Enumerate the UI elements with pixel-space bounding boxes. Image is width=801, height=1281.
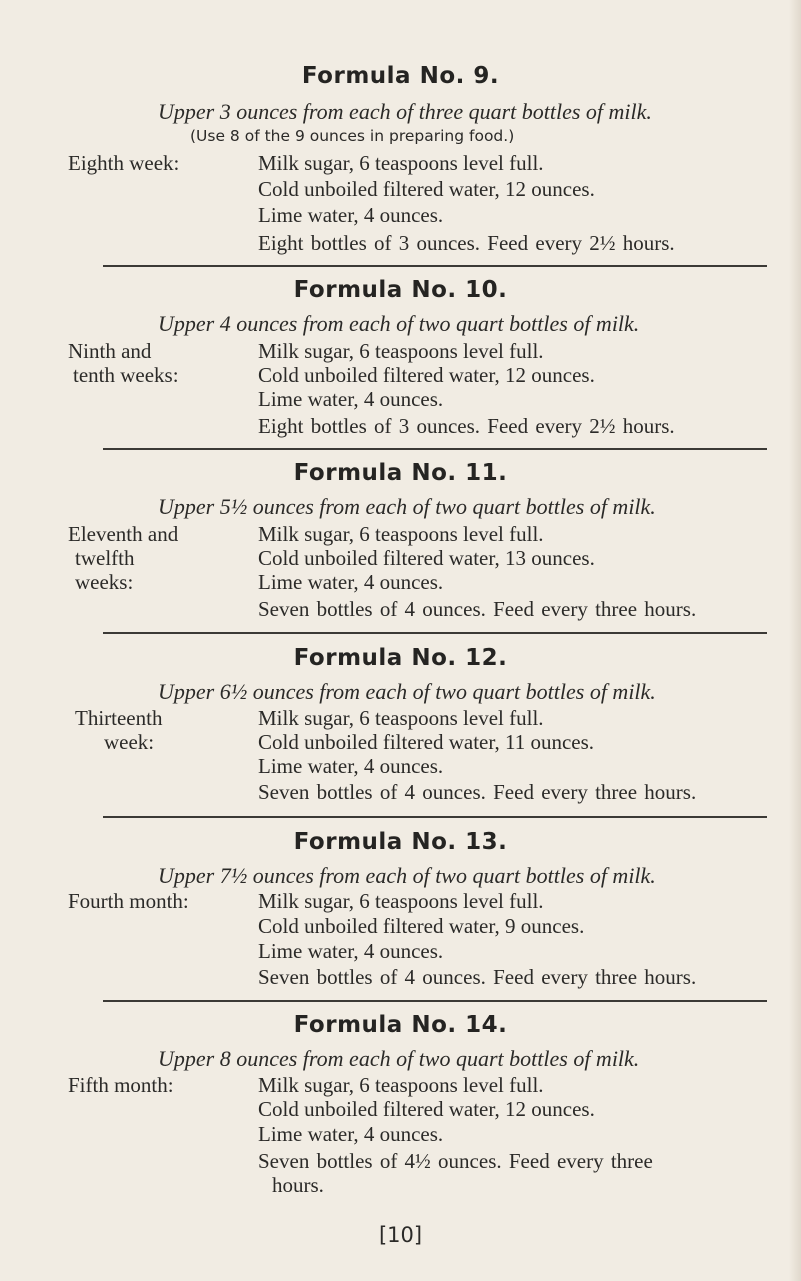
- page-number: [10]: [378, 1223, 423, 1247]
- formula-title: Formula No. 14.: [293, 1012, 508, 1038]
- feeding-instruction: Eight bottles of 3 ounces. Feed every 2½ hours.: [258, 231, 675, 255]
- section-divider: [103, 816, 767, 818]
- ingredient-line: Cold unboiled filtered water, 11 ounces.: [258, 730, 595, 754]
- section-divider: [103, 632, 767, 634]
- age-label: weeks:: [75, 570, 134, 594]
- ingredient-line: Cold unboiled filtered water, 12 ounces.: [258, 1097, 595, 1121]
- ingredient-line: Lime water, 4 ounces.: [258, 387, 444, 411]
- formula-title: Formula No. 9.: [301, 63, 500, 89]
- ingredient-line: Cold unboiled filtered water, 9 ounces.: [258, 914, 585, 938]
- age-label: Ninth and: [68, 339, 152, 363]
- formula-title: Formula No. 12.: [293, 645, 508, 671]
- ingredient-line: Lime water, 4 ounces.: [258, 570, 444, 594]
- formula-subtitle: Upper 5½ ounces from each of two quart bottles of milk.: [158, 494, 656, 519]
- ingredient-line: Lime water, 4 ounces.: [258, 754, 444, 778]
- ingredient-line: Lime water, 4 ounces.: [258, 939, 444, 963]
- age-label: twelfth: [75, 546, 135, 570]
- ingredient-line: Cold unboiled filtered water, 12 ounces.: [258, 177, 595, 201]
- ingredient-line: Cold unboiled filtered water, 13 ounces.: [258, 546, 595, 570]
- section-divider: [103, 448, 767, 450]
- feeding-instruction: Eight bottles of 3 ounces. Feed every 2½ hours.: [258, 414, 675, 438]
- ingredient-line: Milk sugar, 6 teaspoons level full.: [258, 522, 544, 546]
- section-divider: [103, 1000, 767, 1002]
- ingredient-line: Milk sugar, 6 teaspoons level full.: [258, 339, 544, 363]
- ingredient-line: Milk sugar, 6 teaspoons level full.: [258, 889, 544, 913]
- formula-subtitle: Upper 7½ ounces from each of two quart bottles of milk.: [158, 863, 656, 888]
- age-label: Fifth month:: [68, 1073, 174, 1097]
- age-label: week:: [104, 730, 155, 754]
- formula-note: (Use 8 of the 9 ounces in preparing food.): [190, 127, 515, 145]
- page-edge-shadow: [789, 0, 801, 1281]
- formula-title: Formula No. 13.: [293, 829, 508, 855]
- section-divider: [103, 265, 767, 267]
- formula-title: Formula No. 10.: [293, 277, 508, 303]
- formula-subtitle: Upper 6½ ounces from each of two quart bottles of milk.: [158, 679, 656, 704]
- feeding-instruction: Seven bottles of 4½ ounces. Feed every three: [258, 1149, 653, 1173]
- formula-title: Formula No. 11.: [293, 460, 508, 486]
- feeding-instruction: Seven bottles of 4 ounces. Feed every three hours.: [258, 965, 697, 989]
- ingredient-line: Milk sugar, 6 teaspoons level full.: [258, 1073, 544, 1097]
- ingredient-line: Cold unboiled filtered water, 12 ounces.: [258, 363, 595, 387]
- age-label: Eighth week:: [68, 151, 180, 175]
- age-label: Eleventh and: [68, 522, 179, 546]
- feeding-instruction-continued: hours.: [272, 1173, 324, 1197]
- formula-subtitle: Upper 3 ounces from each of three quart bottles of milk.: [158, 99, 652, 124]
- age-label: Thirteenth: [75, 706, 163, 730]
- feeding-instruction: Seven bottles of 4 ounces. Feed every three hours.: [258, 597, 697, 621]
- feeding-instruction: Seven bottles of 4 ounces. Feed every three hours.: [258, 780, 697, 804]
- age-label: tenth weeks:: [73, 363, 179, 387]
- ingredient-line: Milk sugar, 6 teaspoons level full.: [258, 706, 544, 730]
- ingredient-line: Lime water, 4 ounces.: [258, 203, 444, 227]
- ingredient-line: Milk sugar, 6 teaspoons level full.: [258, 151, 544, 175]
- formula-subtitle: Upper 4 ounces from each of two quart bottles of milk.: [158, 311, 640, 336]
- ingredient-line: Lime water, 4 ounces.: [258, 1122, 444, 1146]
- formula-subtitle: Upper 8 ounces from each of two quart bottles of milk.: [158, 1046, 640, 1071]
- age-label: Fourth month:: [68, 889, 189, 913]
